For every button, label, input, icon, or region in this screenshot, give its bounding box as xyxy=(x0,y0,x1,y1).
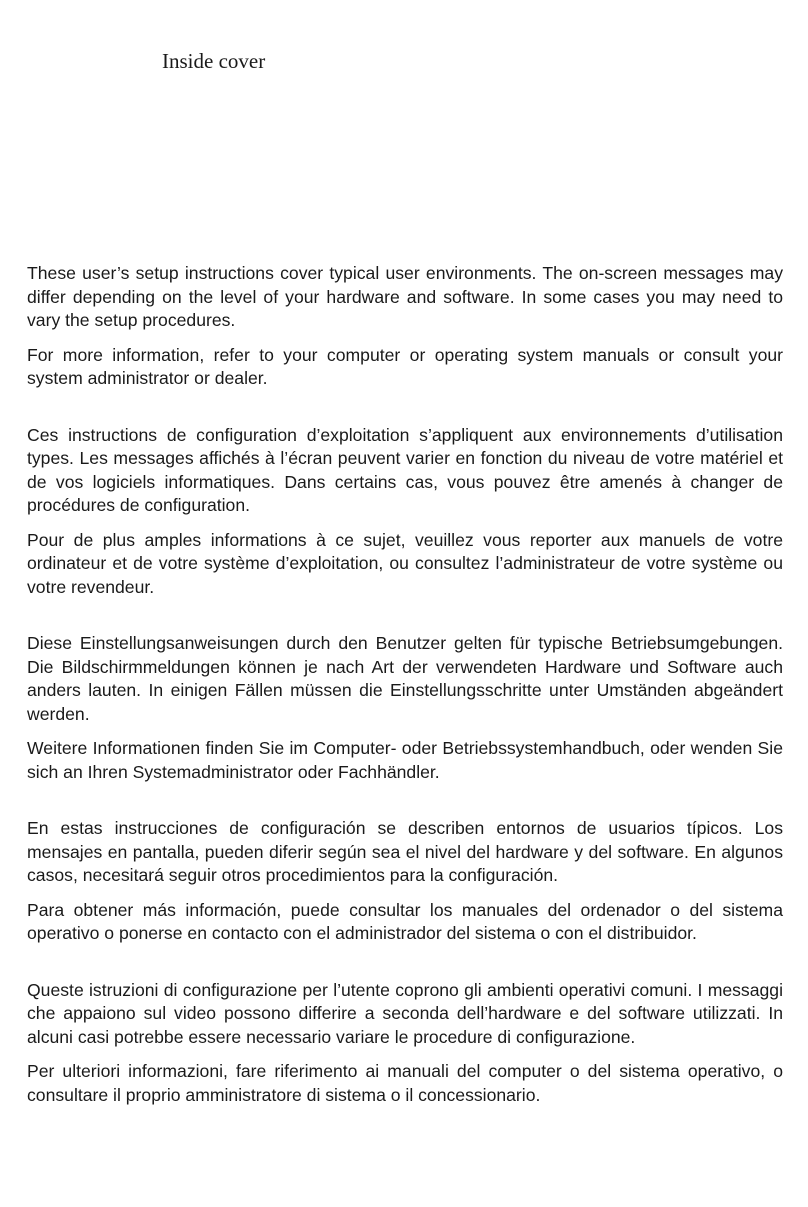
section-german xyxy=(27,632,783,784)
paragraph: Para obtener más información, puede consultar los manuales del ordenador o del sistema operativo o ponerse en contacto con el administrador del sistema o con el distribuidor. xyxy=(27,899,783,943)
page-title: Inside cover xyxy=(162,49,266,73)
paragraph: En estas instrucciones de configuración se describen entornos de usuarios típicos. Los mensajes en pantalla, pueden diferir según sea el nivel del hardware y del software. En algunos casos, necesitará seguir otros procedimientos para la configuración. xyxy=(27,818,783,885)
section-spanish xyxy=(27,817,783,946)
section-english xyxy=(27,262,783,391)
paragraph: For more information, refer to your computer or operating system manuals or consult your system administrator or dealer. xyxy=(27,344,783,388)
paragraph: Per ulteriori informazioni, fare riferimento ai manuali del computer o del sistema operativo, o consultare il proprio amministratore di sistema o il concessionario. xyxy=(27,1061,783,1105)
document-body xyxy=(27,262,783,1140)
paragraph: These user’s setup instructions cover typical user environments. The on-screen messages may differ depending on the level of your hardware and software. In some cases you may need to vary the setup procedures. xyxy=(27,263,783,330)
paragraph: Queste istruzioni di configurazione per l’utente coprono gli ambienti operativi comuni. I messaggi che appaiono sul video possono differire a seconda dell’hardware e del software utilizzati. In alcuni casi potrebbe essere necessario variare le procedure di configurazione. xyxy=(27,979,783,1047)
section-italian xyxy=(27,979,783,1108)
paragraph: Diese Einstellungsanweisungen durch den Benutzer gelten für typische Betriebsumgebungen. Die Bildschirmmeldungen können je nach Art der verwendeten Hardware und Software auch anders lauten. In einigen Fällen müssen die Einstellungsschritte unter Umständen abgeändert werden. xyxy=(27,633,783,724)
paragraph: Ces instructions de configuration d’exploitation s’appliquent aux environnements d’utilisation types. Les messages affichés à l’écran peuvent varier en fonction du niveau de votre matériel et de vos logiciels informatiques. Dans certains cas, vous pouvez être amenés à changer de procédures de configuration. xyxy=(27,424,783,515)
section-french xyxy=(27,424,783,600)
paragraph: Weitere Informationen finden Sie im Computer- oder Betriebssystemhandbuch, oder wenden Sie sich an Ihren Systemadministrator oder Fachhändler. xyxy=(27,738,783,782)
paragraph: Pour de plus amples informations à ce sujet, veuillez vous reporter aux manuels de votre ordinateur et de votre système d’exploitation, ou consultez l’administrateur de votre système ou votre revendeur. xyxy=(27,529,783,597)
